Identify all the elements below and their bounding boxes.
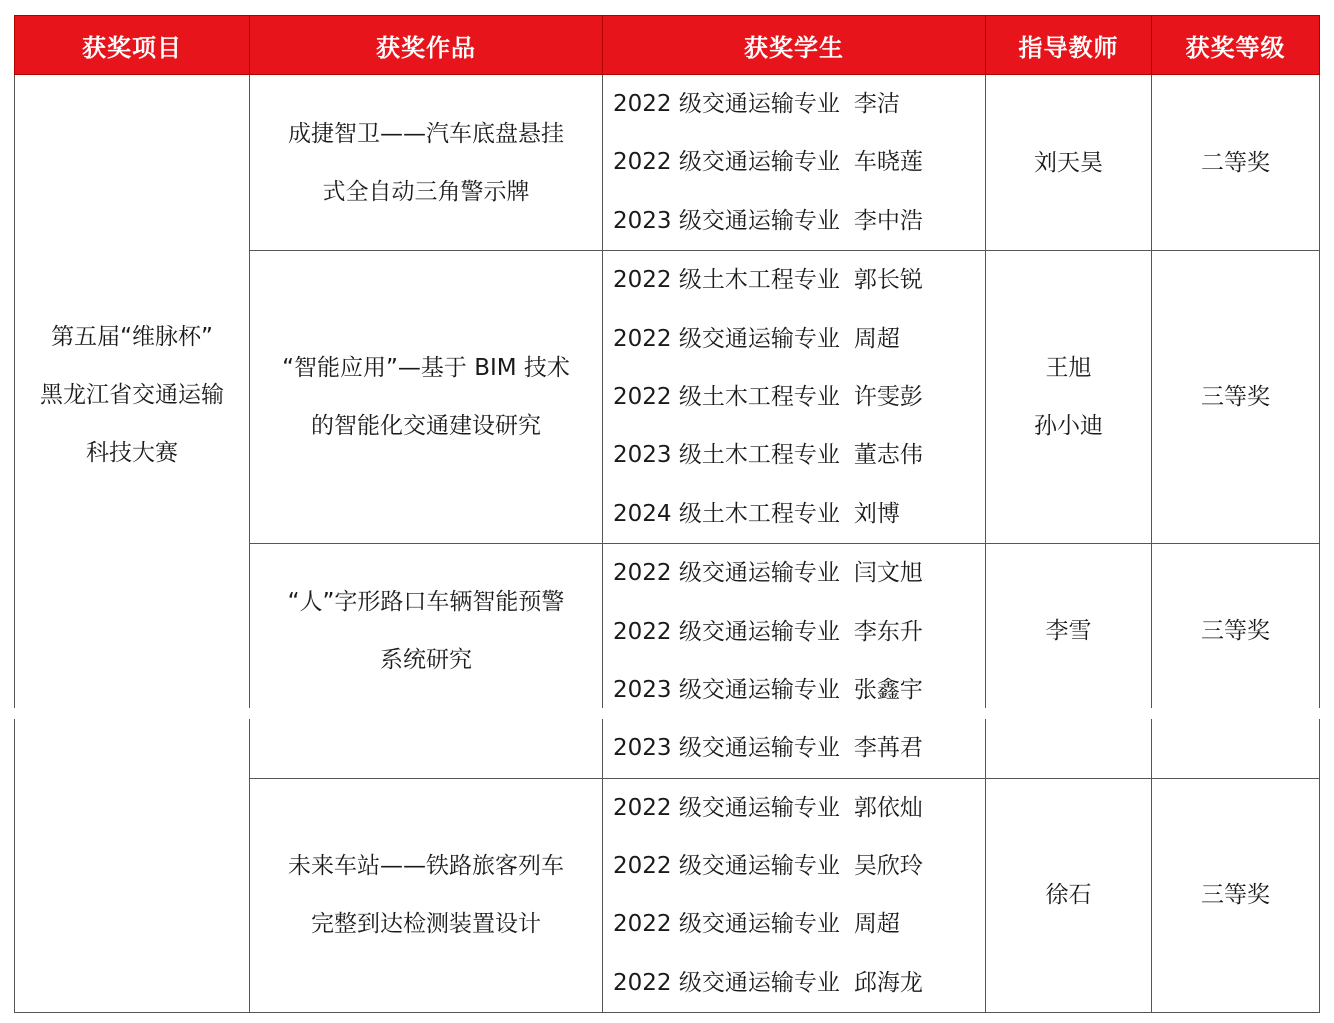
- student-line: 2022 级交通运输专业 邱海龙: [613, 969, 923, 996]
- student-line: 2022 级交通运输专业 吴欣玲: [613, 853, 923, 880]
- header-award-level: 获奖等级: [1152, 16, 1320, 75]
- student-line: 2022 级交通运输专业 车晓莲: [613, 149, 923, 176]
- work-title-line: 系统研究: [380, 647, 472, 674]
- header-students: 获奖学生: [603, 16, 986, 75]
- award-level-cell: 三等奖: [1152, 251, 1320, 544]
- award-level-cell: [1152, 544, 1320, 779]
- student-line: 2022 级交通运输专业 周超: [613, 911, 900, 938]
- header-row: [15, 16, 1320, 75]
- header-teacher: 指导教师: [986, 16, 1152, 75]
- work-cell: [250, 544, 603, 779]
- award-level-text: 三等奖: [1201, 618, 1270, 645]
- work-title-line: 的智能化交通建设研究: [311, 413, 541, 440]
- student-line: 2024 级土木工程专业 刘博: [613, 500, 900, 527]
- competition-line: 科技大赛: [86, 440, 178, 466]
- students-cell: [603, 544, 986, 779]
- award-level-cell: 二等奖: [1152, 75, 1320, 251]
- student-line: 2022 级交通运输专业 周超: [613, 325, 900, 352]
- competition-line: 第五届“维脉杯”: [51, 324, 213, 350]
- teacher-cell: [986, 251, 1152, 544]
- student-line: 2022 级交通运输专业 李洁: [613, 91, 900, 117]
- teacher-cell: [986, 75, 1152, 251]
- teacher-name: 徐石: [1045, 882, 1092, 909]
- teacher-name: 王旭: [1045, 355, 1092, 382]
- work-title-line: 完整到达检测装置设计: [311, 911, 541, 938]
- header-work: 获奖作品: [250, 16, 603, 75]
- competition-line: 黑龙江省交通运输: [40, 382, 224, 408]
- student-line: 2022 级土木工程专业 郭长锐: [613, 267, 923, 294]
- work-title-line: “人”字形路口车辆智能预警: [287, 589, 565, 616]
- table-row: [15, 75, 1320, 251]
- award-table-container: [14, 15, 1319, 1013]
- work-cell: [250, 251, 603, 544]
- teacher-cell: [986, 544, 1152, 779]
- student-line: 2023 级交通运输专业 张鑫宇: [613, 676, 923, 703]
- student-line: 2022 级交通运输专业 闫文旭: [613, 560, 923, 587]
- student-line: 2022 级交通运输专业 李东升: [613, 618, 923, 645]
- competition-cell: [15, 75, 250, 1013]
- work-title-line: “智能应用”—基于 BIM 技术: [282, 355, 570, 382]
- work-title-line: 式全自动三角警示牌: [322, 178, 530, 205]
- teacher-name: 刘天昊: [1034, 149, 1103, 176]
- work-title-line: 成捷智卫——汽车底盘悬挂: [288, 120, 564, 147]
- students-cell: [603, 778, 986, 1013]
- award-table: [14, 15, 1320, 1013]
- award-level-cell: 三等奖: [1152, 778, 1320, 1013]
- students-cell: [603, 251, 986, 544]
- work-title-line: 未来车站——铁路旅客列车: [288, 853, 564, 880]
- teacher-name: 李雪: [1045, 618, 1092, 645]
- work-cell: [250, 75, 603, 251]
- student-line: 2022 级土木工程专业 许雯彭: [613, 383, 923, 410]
- teacher-name: 孙小迪: [1034, 413, 1103, 440]
- student-line: 2023 级土木工程专业 董志伟: [613, 442, 923, 469]
- work-cell: [250, 778, 603, 1013]
- teacher-cell: [986, 778, 1152, 1013]
- header-project: 获奖项目: [15, 16, 250, 75]
- student-line: 2023 级交通运输专业 李苒君: [613, 735, 923, 762]
- page-break-gap: [14, 708, 1320, 719]
- students-cell: [603, 75, 986, 251]
- student-line: 2023 级交通运输专业 李中浩: [613, 207, 923, 234]
- student-line: 2022 级交通运输专业 郭依灿: [613, 794, 923, 821]
